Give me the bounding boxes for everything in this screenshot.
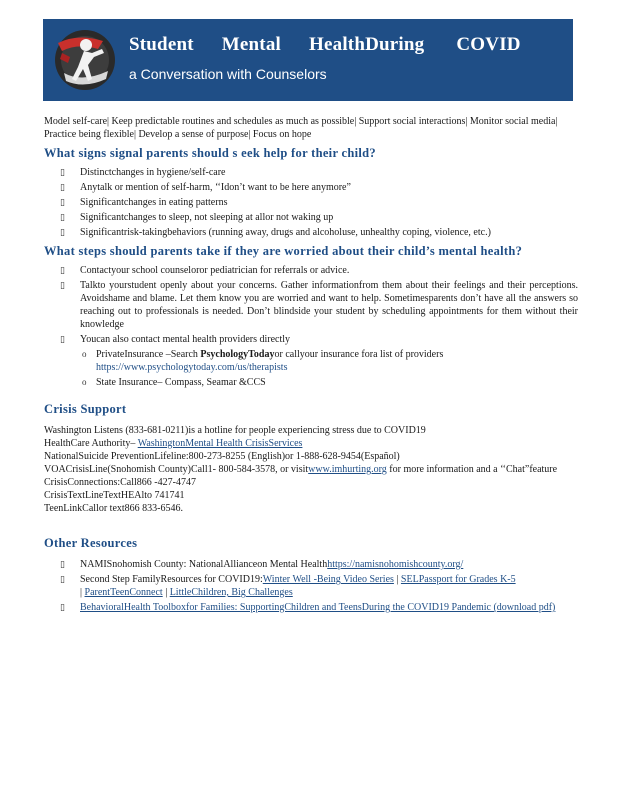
list-item: o PrivateInsurance –Search PsychologyTodayor callyour insurance fora list of providers https://www.psychologytoday.com/us/therapists xyxy=(82,349,444,373)
title-word: COVID xyxy=(456,34,521,55)
psychology-today-link[interactable]: https://www.psychologytoday.com/us/therapists xyxy=(96,362,288,373)
teen-link: TeenLinkCallor text866 833-6546. xyxy=(44,503,183,514)
bullet-icon: ▯ xyxy=(60,559,65,569)
list-item: ▯ Significantchanges to sleep, not sleeping at allor not waking up xyxy=(60,212,334,223)
page-subtitle: a Conversation with Counselors xyxy=(129,66,327,82)
page-title xyxy=(129,34,569,56)
steps-list xyxy=(44,264,578,389)
crisis-text-line: CrisisTextLineTextHEAlto 741741 xyxy=(44,490,185,501)
bullet-icon: ▯ xyxy=(60,197,65,207)
document-body xyxy=(44,115,578,620)
bullet-icon: ▯ xyxy=(60,182,65,192)
list-item: ▯ NAMISnohomish County: NationalAllianceon Mental Healthhttps://namisnohomishcounty.org/ xyxy=(60,559,464,570)
washington-listens: Washington Listens (833-681-0211)is a hotline for people experiencing stress due to COVID19 xyxy=(44,425,426,436)
provider-sublist xyxy=(44,348,578,389)
resources-list xyxy=(44,558,578,614)
title-word: Mental xyxy=(221,34,282,55)
bullet-icon: ▯ xyxy=(60,280,65,290)
list-item: o State Insurance– Compass, Seamar &CCS xyxy=(82,377,266,388)
school-mascot-logo-icon xyxy=(48,23,122,97)
intro-text: Model self-care| Keep predictable routines and schedules as much as possible| Support social interactions| Monitor social media| Practice being flexible| Develop a sense of purpose| Focus on hope xyxy=(44,116,558,140)
suicide-lifeline: NationalSuicide PreventionLifeline:800-273-8255 (English)or 1-888-628-9454(Español) xyxy=(44,451,400,462)
behavioral-health-toolbox-link[interactable]: BehavioralHealth Toolboxfor Families: SupportingChildren and TeensDuring the COVID19 Pandemic (download pdf) xyxy=(80,602,556,613)
bullet-icon: ▯ xyxy=(60,574,65,584)
list-item: ▯ Significantrisk-takingbehaviors (running away, drugs and alcoholuse, unhealthy coping, violence, etc.) xyxy=(60,227,491,238)
bullet-icon: ▯ xyxy=(60,227,65,237)
winter-wellbeing-link[interactable]: Winter Well -Being Video Series xyxy=(262,574,394,585)
voa-crisis-line: VOACrisisLine(Snohomish County)Call1- 800-584-3578, or visitwww.imhurting.org for more information and a ‘‘Chat”feature xyxy=(44,464,558,475)
list-item: ▯ Second Step FamilyResources for COVID19:Winter Well -Being Video Series | SELPassport for Grades K-5 | ParentTeenConnect | LittleChildren, Big Challenges xyxy=(60,574,516,598)
imhurting-link[interactable]: www.imhurting.org xyxy=(308,464,387,475)
circle-bullet-icon: o xyxy=(82,349,87,359)
list-item: ▯ Youcan also contact mental health providers directly o PrivateInsurance –Search PsychologyTodayor callyour insurance fora list of providers https://www.psychologytoday.com/us/therapists o State Insurance– Compass, Seamar &CCS xyxy=(44,333,578,389)
crisis-services-link[interactable]: WashingtonMental Health CrisisServices xyxy=(137,438,303,449)
bullet-icon: ▯ xyxy=(60,602,65,612)
parent-teen-connect-link[interactable]: ParentTeenConnect xyxy=(84,587,163,598)
bullet-icon: ▯ xyxy=(60,212,65,222)
nami-link[interactable]: https://namisnohomishcounty.org/ xyxy=(327,559,464,570)
little-children-link[interactable]: LittleChildren, Big Challenges xyxy=(169,587,293,598)
steps-heading: What steps should parents take if they are worried about their child’s mental health? xyxy=(44,244,523,258)
signs-list xyxy=(44,166,578,239)
title-word: Student xyxy=(129,34,194,55)
psychology-today-label: PsychologyToday xyxy=(200,349,275,360)
list-item: ▯ Anytalk or mention of self-harm, ‘‘Idon’t want to be here anymore” xyxy=(60,182,351,193)
list-item: ▯ Distinctchanges in hygiene/self-care xyxy=(60,167,226,178)
list-item xyxy=(44,601,578,614)
crisis-connections: CrisisConnections:Call866 -427-4747 xyxy=(44,477,196,488)
health-care-authority: HealthCare Authority– WashingtonMental Health CrisisServices xyxy=(44,438,303,449)
list-item: ▯ Significantchanges in eating patterns xyxy=(60,197,228,208)
signs-heading: What signs signal parents should s eek help for their child? xyxy=(44,146,376,160)
bullet-icon: ▯ xyxy=(60,334,65,344)
header-banner xyxy=(43,19,573,101)
circle-bullet-icon: o xyxy=(82,377,87,387)
resources-heading: Other Resources xyxy=(44,536,138,550)
bullet-icon: ▯ xyxy=(60,167,65,177)
list-item: ▯ Talkto yourstudent openly about your concerns. Gather informationfrom them about their feelings and their perceptions. Avoidshame and blame. Let them know you are worried and want to help. Sometimesparents don’t have all the answers so reaching out to professionals is needed. Don’t blindside your student by scheduling appointments for them without their knowledge xyxy=(60,280,578,330)
sel-passport-link[interactable]: SELPassport for Grades K-5 xyxy=(400,574,516,585)
crisis-heading: Crisis Support xyxy=(44,402,127,416)
bullet-icon: ▯ xyxy=(60,265,65,275)
list-item: ▯ Contactyour school counseloror pediatrician for referrals or advice. xyxy=(60,265,350,276)
title-word: HealthDuring xyxy=(309,34,425,55)
